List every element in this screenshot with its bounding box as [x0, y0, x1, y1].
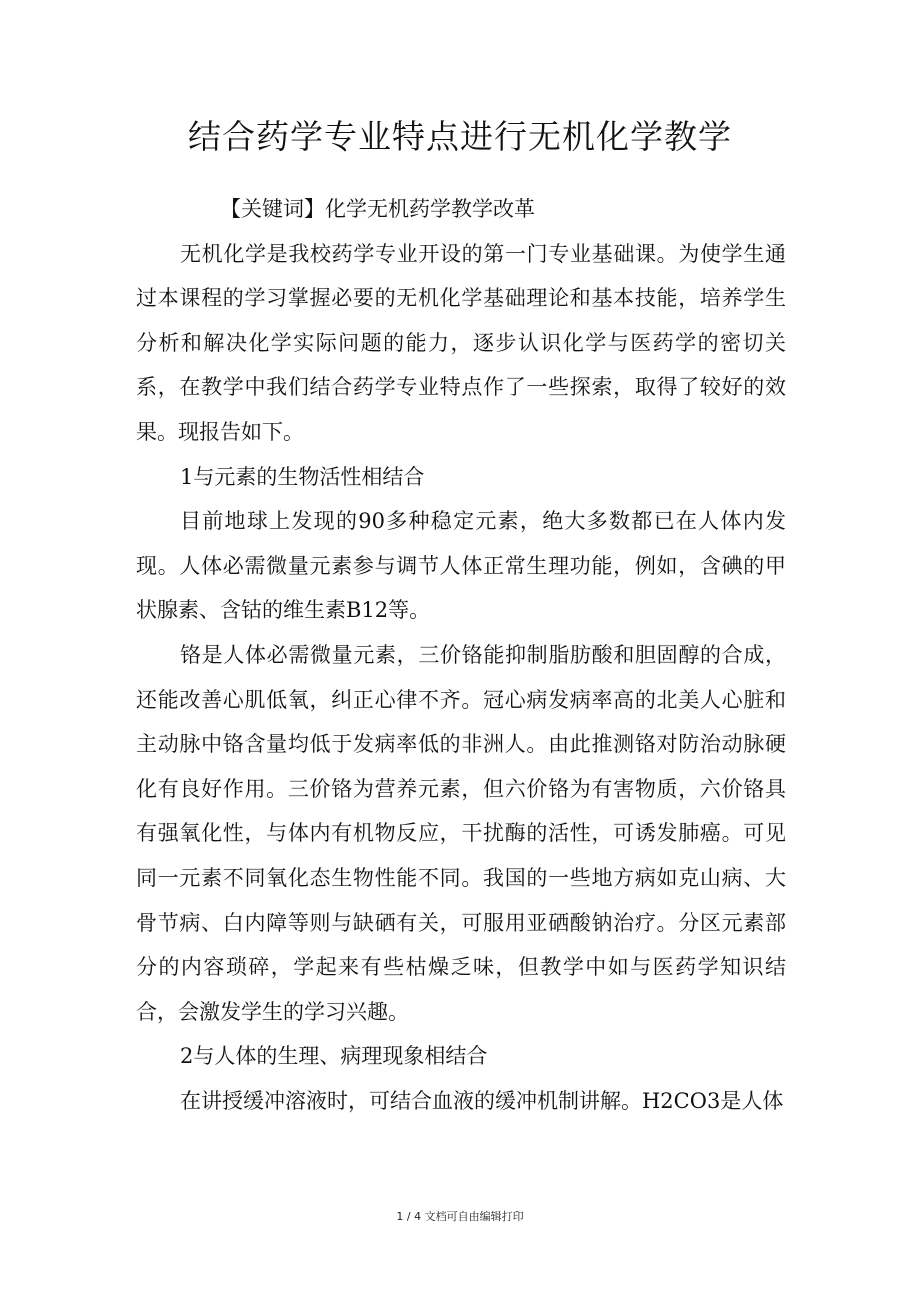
body-paragraph: 在讲授缓冲溶液时，可结合血液的缓冲机制讲解。H2CO3是人体: [180, 1088, 784, 1113]
section-heading-1: 1与元素的生物活性相结合: [180, 464, 425, 489]
page-footer: 1 / 4 文档可自由编辑打印: [396, 1210, 524, 1223]
keywords-paragraph: 【关键词】化学无机药学教学改革: [220, 197, 535, 221]
body-paragraph: 铬是人体必需微量元素，三价铬能抑制脂肪酸和胆固醇的合成，还能改善心肌低氧，纠正心律不齐。冠心病发病率高的北美人心脏和主动脉中铬含量均低于发病率低的非洲人。由此推测铬对防治动脉硬化有良好作用。三价铬为营养元素，但六价铬为有害物质，六价铬具有强氧化性，与体内有机物反应，干扰酶的活性，可诱发肺癌。可见同一元素不同氧化态生物性能不同。我国的一些地方病如克山病、大骨节病、白内障等则与缺硒有关，可服用亚硒酸钠治疗。分区元素部分的内容琐碎，学起来有些枯燥乏味，但教学中如与医药学知识结合，会激发学生的学习兴趣。: [136, 642, 786, 1024]
body-paragraph: 目前地球上发现的90多种稳定元素，绝大多数都已在人体内发现。人体必需微量元素参与调节人体正常生理功能，例如，含碘的甲状腺素、含钴的维生素B12等。: [136, 509, 786, 623]
document-title: 结合药学专业特点进行无机化学教学: [188, 117, 732, 156]
document-body: [136, 187, 786, 1123]
section-heading-2: 2与人体的生理、病理现象相结合: [180, 1044, 488, 1069]
intro-paragraph: 无机化学是我校药学专业开设的第一门专业基础课。为使学生通过本课程的学习掌握必要的无机化学基础理论和基本技能，培养学生分析和解决化学实际问题的能力，逐步认识化学与医药学的密切关系，在教学中我们结合药学专业特点作了一些探索，取得了较好的效果。现报告如下。: [136, 241, 786, 444]
